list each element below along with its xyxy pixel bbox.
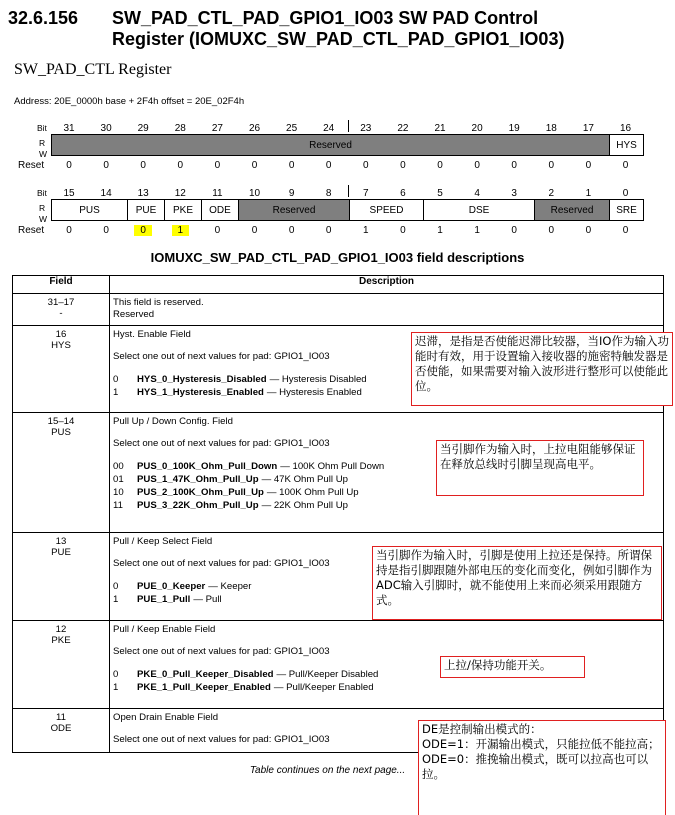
reserved-field-label-2: Reserved: [550, 204, 594, 216]
pue-field: [127, 200, 164, 220]
option-desc: — Hysteresis Enabled: [266, 387, 362, 398]
bit-number: 2: [548, 188, 555, 199]
desc-select: Select one out of next values for pad: GPIO1_IO03: [113, 438, 330, 449]
option-name: HYS_1_Hysteresis_Enabled: [137, 387, 264, 398]
pus-field-label: PUS: [79, 204, 100, 216]
bit-number: 22: [397, 123, 409, 134]
reset-value: 1: [437, 225, 443, 236]
bit-number: 28: [174, 123, 186, 134]
reset-value: 0: [511, 225, 517, 236]
field-sub: PKE: [51, 635, 71, 646]
bit-number: 31: [63, 123, 75, 134]
bit-number: 18: [545, 123, 557, 134]
bit-number: 24: [323, 123, 335, 134]
bit-number: 20: [471, 123, 483, 134]
pke-field-label: PKE: [172, 204, 193, 216]
desc-title: Pull Up / Down Config. Field: [113, 416, 233, 427]
ode-field: [201, 200, 238, 220]
option-name: HYS_0_Hysteresis_Disabled: [137, 374, 267, 385]
reset-value: 0: [103, 160, 109, 171]
option-desc: — Pull: [193, 594, 222, 605]
desc-select: Select one out of next values for pad: GPIO1_IO03: [113, 351, 330, 362]
reset-value: 0: [66, 225, 72, 236]
sre-field: [609, 200, 643, 220]
reset-value: 0: [400, 160, 406, 171]
field-cell: [13, 621, 110, 709]
upper-reserved-label: Reserved: [309, 139, 352, 151]
bit-label-lower: Bit: [37, 188, 47, 198]
reset-value: 0: [363, 160, 369, 171]
field-sub: PUE: [51, 547, 71, 558]
option-desc: — Keeper: [208, 581, 252, 592]
bit-number: 9: [288, 188, 295, 199]
speed-field-label: SPEED: [369, 204, 404, 216]
option-desc: — Hysteresis Disabled: [269, 374, 367, 385]
desc-line: Reserved: [113, 309, 155, 320]
col-header-field: Field: [13, 276, 110, 294]
reset-value: 0: [131, 225, 155, 236]
description-cell: [110, 294, 664, 326]
reset-value: 0: [288, 225, 295, 236]
note-line: ODE=1：开漏输出模式，只能拉低不能拉高；: [422, 737, 660, 751]
field-cell: [13, 326, 110, 413]
annotation-note-pke: 上拉/保持功能开关。: [440, 656, 585, 678]
reset-value: 1: [474, 225, 480, 236]
pue-field-label: PUE: [135, 204, 157, 216]
reset-value: 0: [66, 160, 72, 171]
reset-value: 0: [214, 225, 221, 236]
option-row: [113, 499, 663, 512]
reset-value: 0: [177, 160, 184, 171]
option-name: PUS_0_100K_Ohm_Pull_Down: [137, 461, 278, 472]
option-desc: — Pull/Keeper Enabled: [273, 682, 374, 693]
reset-label-lower: Reset: [18, 225, 45, 236]
option-name: PUE_0_Keeper: [137, 581, 206, 592]
reset-value: 0: [251, 225, 258, 236]
upper-register-row: [51, 134, 644, 156]
section-title-line1: SW_PAD_CTL_PAD_GPIO1_IO03 SW PAD Control: [112, 8, 539, 28]
note-line: ODE=0：推挽输出模式，既可以拉高也可以拉。: [422, 752, 649, 781]
reset-value: 0: [288, 160, 295, 171]
field-name: 15–14: [47, 416, 75, 427]
desc-select: Select one out of next values for pad: GPIO1_IO03: [113, 646, 330, 657]
reset-value: 1: [168, 225, 192, 236]
option-name: PUS_1_47K_Ohm_Pull_Up: [137, 474, 259, 485]
option-code: 0: [113, 581, 119, 592]
reset-value: 0: [548, 225, 555, 236]
option-code: 1: [113, 387, 119, 398]
reset-value: 0: [140, 160, 146, 171]
field-name: 16: [55, 329, 67, 340]
bit-label: Bit: [37, 123, 47, 133]
bit-number: 16: [619, 123, 632, 134]
option-code: 0: [113, 669, 119, 680]
option-name: PUE_1_Pull: [137, 594, 191, 605]
speed-field: [349, 200, 423, 220]
ode-field-label: ODE: [209, 204, 231, 216]
bit-number: 17: [582, 123, 594, 134]
col-header-description: Description: [110, 276, 664, 294]
field-cell: [13, 709, 110, 753]
option-desc: — Pull/Keeper Disabled: [276, 669, 379, 680]
reset-value: 0: [325, 160, 332, 171]
bit-number: 5: [437, 188, 443, 199]
reset-value: 0: [437, 160, 443, 171]
table-title: IOMUXC_SW_PAD_CTL_PAD_GPIO1_IO03 field descriptions: [150, 250, 525, 265]
field-name: 31–17: [47, 297, 75, 308]
reset-value: 0: [400, 225, 406, 236]
bit-number: 25: [286, 123, 298, 134]
desc-title: Open Drain Enable Field: [113, 712, 219, 723]
bit-number: 0: [622, 188, 629, 199]
field-sub: HYS: [51, 340, 71, 351]
bit-number: 21: [434, 123, 446, 134]
field-name: 12: [55, 624, 67, 635]
field-sub: -: [59, 308, 63, 319]
dse-field-label: DSE: [468, 204, 490, 216]
annotation-note-ode: [418, 720, 666, 815]
bit-number: 13: [137, 188, 149, 199]
field-cell: [13, 294, 110, 326]
pus-field: [52, 200, 127, 220]
field-cell: [13, 413, 110, 533]
option-code: 1: [113, 682, 119, 693]
reset-value: 0: [585, 225, 592, 236]
option-code: 11: [113, 500, 123, 511]
register-subtitle: SW_PAD_CTL Register: [14, 61, 172, 78]
option-row: [113, 681, 663, 694]
table-row: [13, 294, 664, 326]
read-label-lower: R: [39, 203, 46, 213]
bit-number: 12: [174, 188, 186, 199]
option-code: 10: [113, 487, 124, 498]
field-cell: [13, 533, 110, 621]
option-name: PUS_2_100K_Ohm_Pull_Up: [137, 487, 264, 498]
field-sub: ODE: [50, 723, 72, 734]
reset-value: 0: [511, 160, 517, 171]
write-label-lower: W: [39, 214, 48, 224]
desc-line: This field is reserved.: [113, 297, 204, 308]
option-desc: — 100K Ohm Pull Down: [280, 461, 385, 472]
reset-value: 1: [363, 225, 369, 236]
bit-number: 10: [248, 188, 261, 199]
register-address: Address: 20E_0000h base + 2F4h offset = 20E_02F4h: [14, 96, 245, 107]
upper-reserved-field: [52, 135, 609, 155]
reset-value: 0: [585, 160, 592, 171]
bit-number: 19: [508, 123, 520, 134]
bit-number: 7: [363, 188, 369, 199]
option-code: 1: [113, 594, 119, 605]
reset-value: 0: [214, 160, 221, 171]
field-name: 13: [55, 536, 67, 547]
bit-number: 15: [63, 188, 75, 199]
reserved-field-label: Reserved: [272, 204, 316, 216]
reset-value: 0: [251, 160, 258, 171]
option-code: 01: [113, 474, 124, 485]
bit-number: 30: [100, 123, 112, 134]
reserved-field-10-8: [238, 200, 349, 220]
option-name: PUS_3_22K_Ohm_Pull_Up: [137, 500, 259, 511]
reset-value: 0: [548, 160, 555, 171]
bit-number: 3: [511, 188, 517, 199]
section-title-line2: Register (IOMUXC_SW_PAD_CTL_PAD_GPIO1_IO03): [112, 29, 565, 49]
bit-number: 8: [325, 188, 332, 199]
lower-register-row: [51, 199, 644, 221]
option-desc: — 100K Ohm Pull Up: [266, 487, 359, 498]
option-desc: — 47K Ohm Pull Up: [261, 474, 348, 485]
reset-value: 0: [622, 160, 629, 171]
reserved-field-2-1: [534, 200, 609, 220]
annotation-note-pus: 当引脚作为输入时，上拉电阻能够保证在释放总线时引脚呈现高电平。: [436, 440, 644, 496]
annotation-note-hys: 迟滞，是指是否使能迟滞比较器，当IO作为输入功能时有效，用于设置输入接收器的施密特触发器是否使能，如果需要对输入波形进行整形可以使能此位。: [411, 332, 673, 406]
option-name: PKE_0_Pull_Keeper_Disabled: [137, 669, 274, 680]
hys-field-label: HYS: [616, 139, 637, 151]
dse-field: [423, 200, 534, 220]
bit-number: 23: [360, 123, 372, 134]
desc-title: Pull / Keep Select Field: [113, 536, 213, 547]
bit-number: 1: [585, 188, 592, 199]
bit-number: 11: [212, 188, 223, 199]
desc-title: Pull / Keep Enable Field: [113, 624, 216, 635]
desc-title: Hyst. Enable Field: [113, 329, 191, 340]
table-continues-note: Table continues on the next page...: [249, 765, 406, 776]
desc-select: Select one out of next values for pad: GPIO1_IO03: [113, 734, 330, 745]
reset-label: Reset: [18, 160, 45, 171]
field-name: 11: [56, 712, 66, 723]
section-number: 32.6.156: [8, 8, 79, 28]
field-sub: PUS: [51, 427, 71, 438]
bit-number: 4: [474, 188, 480, 199]
bit-number: 26: [248, 123, 261, 134]
reset-value: 0: [474, 160, 480, 171]
bit-number: 14: [100, 188, 112, 199]
option-code: 0: [113, 374, 119, 385]
bit-number: 29: [137, 123, 149, 134]
hys-field: [609, 135, 643, 155]
pke-field: [164, 200, 201, 220]
option-code: 00: [113, 461, 124, 472]
option-name: PKE_1_Pull_Keeper_Enabled: [137, 682, 271, 693]
option-desc: — 22K Ohm Pull Up: [261, 500, 348, 511]
bit-number: 27: [211, 123, 223, 134]
annotation-note-pue: 当引脚作为输入时，引脚是使用上拉还是保持。所谓保持是指引脚跟随外部电压的变化而变化，例如引脚作为ADC输入引脚时，就不能使用上来而必须采用跟随方式。: [372, 546, 662, 620]
reset-value: 0: [103, 225, 109, 236]
section-heading: [8, 8, 565, 49]
bit-number: 6: [400, 188, 406, 199]
reset-value: 0: [622, 225, 629, 236]
note-line: DE是控制输出模式的：: [422, 722, 542, 736]
desc-select: Select one out of next values for pad: GPIO1_IO03: [113, 558, 330, 569]
write-label: W: [39, 149, 48, 159]
sre-field-label: SRE: [616, 204, 637, 216]
read-label: R: [39, 138, 46, 148]
reset-value: 0: [325, 225, 332, 236]
